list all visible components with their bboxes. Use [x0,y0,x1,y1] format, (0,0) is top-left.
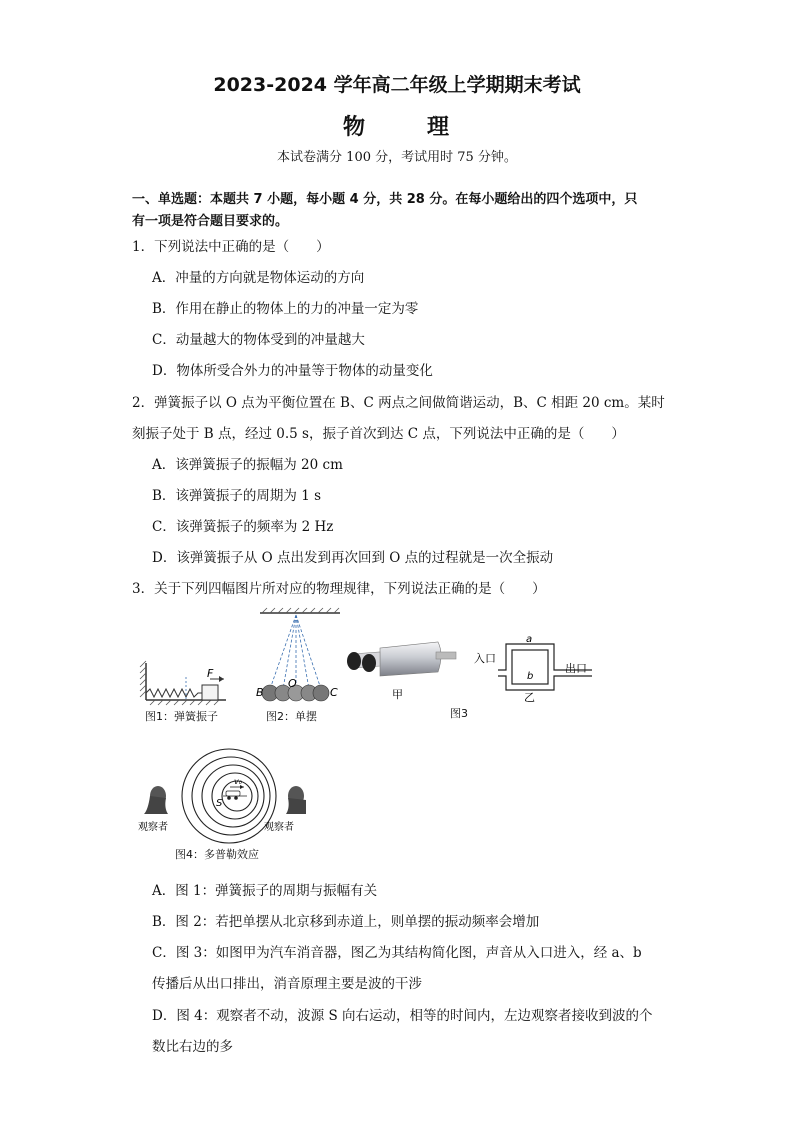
figure-4-doppler [136,748,306,848]
figure-3-structure-diagram [470,632,600,702]
fig4-label-observer-right: 观察者 [264,822,294,833]
q2-option-b: B．该弹簧振子的周期为 1 s [152,488,322,504]
fig1-force-arrowhead [219,676,224,682]
subject-char-1: 物 [342,115,367,140]
exam-title: 2023-2024 学年高二年级上学期期末考试 [213,74,581,96]
q1-option-d: D．物体所受合外力的冲量等于物体的动量变化 [152,363,433,379]
fig4-label-s: S [216,798,223,809]
subject-char-2: 理 [427,115,452,140]
fig2-label-o: O [288,677,297,690]
q3-option-d-line1: D．图 4：观察者不动，波源 S 向右运动，相等的时间内，左边观察者接收到波的个 [152,1008,653,1024]
fig3-label-inlet: 入口 [474,652,496,665]
fig1-wall-hatch [140,661,146,697]
fig1-force-label: F [207,667,214,680]
fig2-label-b: B [256,686,264,699]
fig3-muffler-tip-2 [362,654,376,672]
q1-option-b: B．作用在静止的物体上的力的冲量一定为零 [152,301,419,317]
fig3-label-b: b [527,671,534,682]
fig2-caption: 图2：单摆 [266,710,317,723]
fig4-source-vehicle [226,791,240,800]
fig2-label-c: C [330,686,338,699]
q3-option-b: B．图 2：若把单摆从北京移到赤道上，则单摆的振动频率会增加 [152,914,540,930]
q2-option-d: D．该弹簧振子从 O 点出发到再次回到 O 点的过程就是一次全振动 [152,550,554,566]
q2-option-a: A．该弹簧振子的振幅为 20 cm [152,457,343,473]
section-heading-line1: 一、单选题：本题共 7 小题，每小题 4 分，共 28 分。在每小题给出的四个选项中，只 [132,192,638,207]
figure-3-muffler [340,632,460,704]
q3-option-c-line1: C．图 3：如图甲为汽车消音器，图乙为其结构简化图，声音从入口进入，经 a、b [152,945,642,961]
fig3-label-jia: 甲 [392,688,403,701]
fig3-muffler-outpipe [436,652,456,659]
subject-title [0,110,794,141]
fig3-label-yi: 乙 [524,691,535,702]
fig3-label-a: a [526,634,533,645]
fig3-label-outlet: 出口 [565,662,587,675]
fig4-caption: 图4：多普勒效应 [175,848,259,861]
fig4-observer-left [144,786,168,814]
q2-option-c: C．该弹簧振子的频率为 2 Hz [152,519,334,535]
fig1-caption: 图1：弹簧振子 [145,710,218,723]
q3-option-d-line2: 数比右边的多 [152,1039,233,1055]
fig3-muffler-tip-1 [347,652,361,670]
q2-stem-line2: 刻振子处于 B 点，经过 0.5 s，振子首次到达 C 点，下列说法中正确的是（ ） [132,426,625,442]
fig4-observer-right [286,786,306,814]
figure-2-simple-pendulum [250,605,350,705]
q1-option-c: C．动量越大的物体受到的冲量越大 [152,332,365,348]
q2-stem-line1: 2．弹簧振子以 O 点为平衡位置在 B、C 两点之间做简谐运动，B、C 相距 20 cm。某时 [132,395,665,411]
q1-option-a: A．冲量的方向就是物体运动的方向 [152,270,365,286]
exam-note: 本试卷满分 100 分，考试用时 75 分钟。 [277,150,517,165]
section-heading-line2: 有一项是符合题目要求的。 [132,214,289,229]
q3-stem: 3．关于下列四幅图片所对应的物理规律，下列说法正确的是（ ） [132,581,546,597]
q1-stem: 1．下列说法中正确的是（ ） [132,239,330,255]
q3-option-a: A．图 1：弹簧振子的周期与振幅有关 [152,883,378,899]
fig4-label-v: v₀ [234,777,242,786]
fig1-spring [146,689,202,697]
q3-option-c-line2: 传播后从出口排出，消音原理主要是波的干涉 [152,976,422,992]
fig3-caption: 图3 [450,707,468,720]
fig4-label-observer-left: 观察者 [138,822,168,833]
fig1-block [202,685,218,700]
fig3-muffler-body [380,642,441,676]
